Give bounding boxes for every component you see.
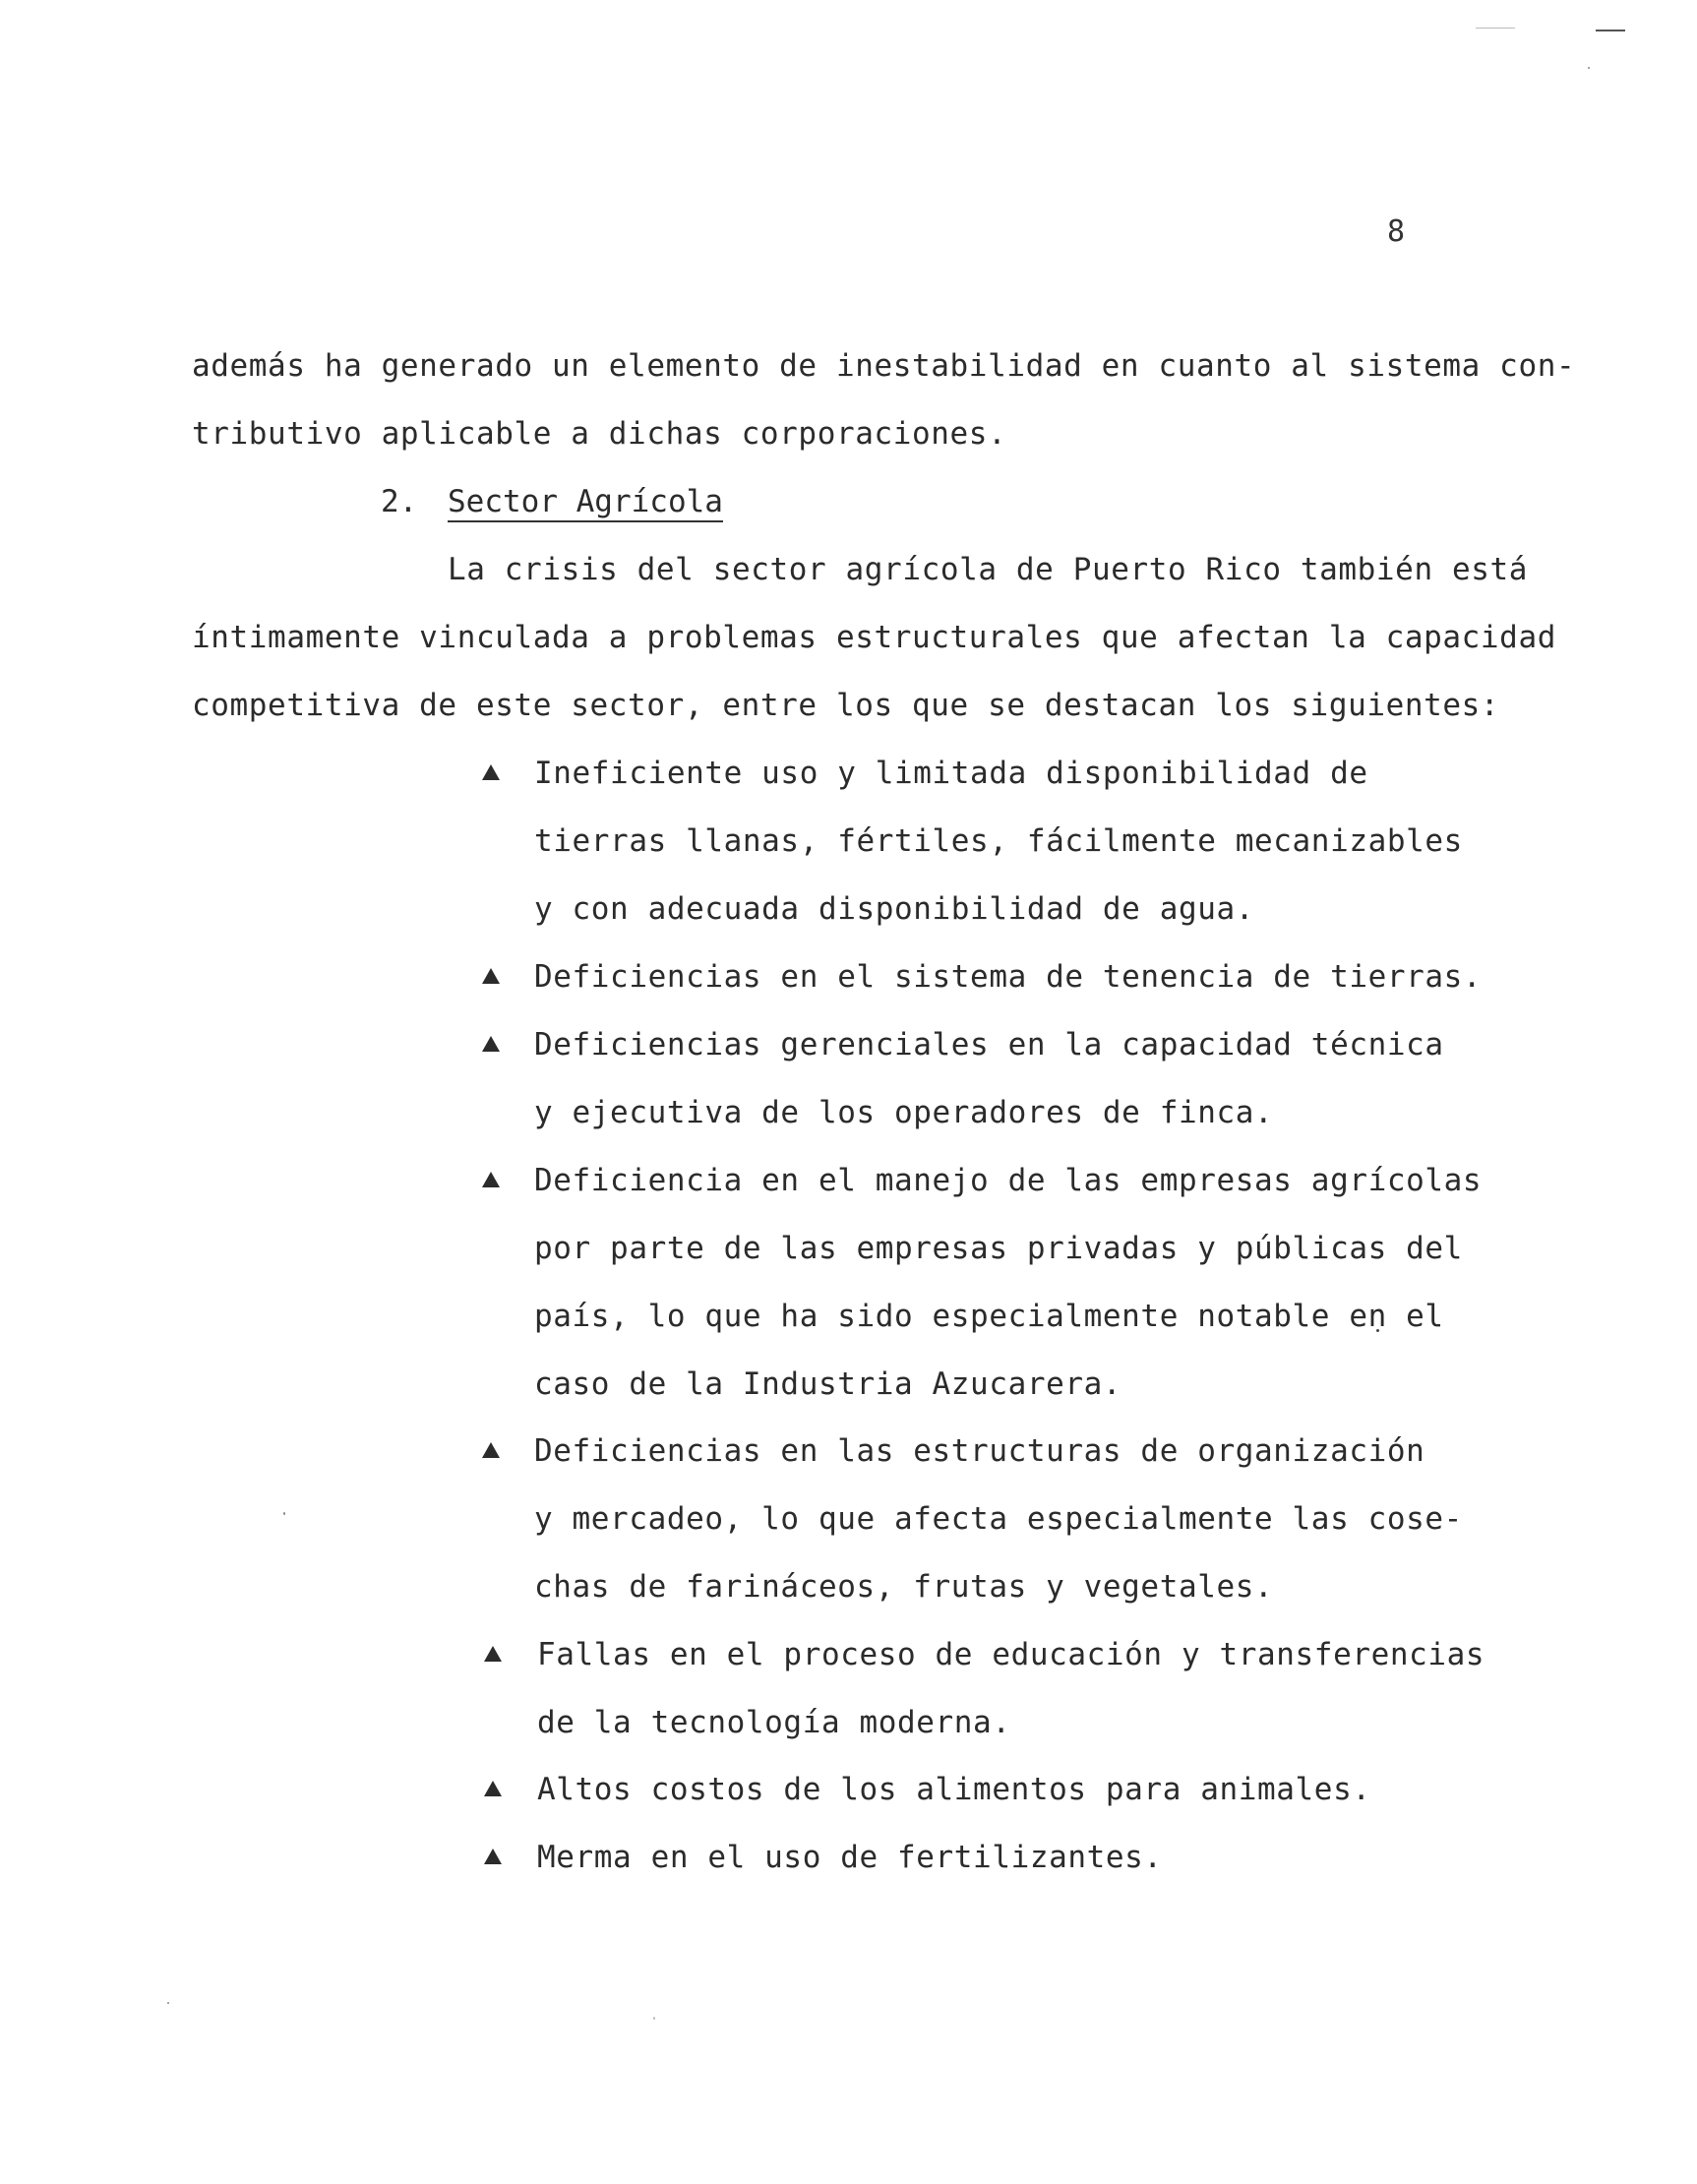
triangle-bullet-icon xyxy=(484,1781,502,1796)
list-item-line: Deficiencias gerenciales en la capacidad técnica xyxy=(534,1027,1444,1062)
triangle-bullet-icon xyxy=(482,968,500,984)
list-item-line: y ejecutiva de los operadores de finca. xyxy=(534,1095,1274,1130)
section-title: Sector Agrícola xyxy=(448,487,723,522)
list-item-line: país, lo que ha sido especialmente notable en el xyxy=(534,1299,1444,1334)
paragraph-line: competitiva de este sector, entre los que se destacan los siguientes: xyxy=(192,688,1500,723)
scan-speck xyxy=(653,2017,655,2020)
triangle-bullet-icon xyxy=(484,1646,502,1662)
triangle-bullet-icon xyxy=(482,764,500,780)
paragraph-line: además ha generado un elemento de inestabilidad en cuanto al sistema con- xyxy=(192,348,1576,384)
scan-speck xyxy=(1588,67,1590,69)
paragraph-line: La crisis del sector agrícola de Puerto Rico también está xyxy=(448,552,1529,587)
list-item-line: por parte de las empresas privadas y públicas del xyxy=(534,1231,1463,1266)
paragraph-line: tributivo aplicable a dichas corporaciones. xyxy=(192,416,1007,452)
list-item-line: y con adecuada disponibilidad de agua. xyxy=(534,891,1255,927)
list-item-line: chas de farináceos, frutas y vegetales. xyxy=(534,1569,1274,1605)
triangle-bullet-icon xyxy=(482,1036,500,1052)
scan-mark xyxy=(1596,30,1625,31)
scan-speck xyxy=(283,1512,285,1515)
list-item-line: Fallas en el proceso de educación y transferencias xyxy=(537,1637,1485,1672)
triangle-bullet-icon xyxy=(482,1442,500,1458)
triangle-bullet-icon xyxy=(484,1849,502,1864)
paragraph-line: íntimamente vinculada a problemas estructurales que afectan la capacidad xyxy=(192,620,1556,655)
list-item-line: Deficiencias en el sistema de tenencia de tierras. xyxy=(534,959,1483,995)
list-item-line: caso de la Industria Azucarera. xyxy=(534,1366,1122,1402)
scan-speck xyxy=(167,2002,169,2004)
list-item-line: Altos costos de los alimentos para animales. xyxy=(537,1772,1371,1807)
scan-mark xyxy=(1476,28,1515,29)
list-item-line: y mercadeo, lo que afecta especialmente las cose- xyxy=(534,1501,1463,1537)
list-item-line: Deficiencias en las estructuras de organización xyxy=(534,1433,1425,1469)
list-item-line: Ineficiente uso y limitada disponibilidad de xyxy=(534,756,1368,791)
triangle-bullet-icon xyxy=(482,1172,500,1187)
page-number: 8 xyxy=(1387,214,1407,249)
section-number: 2. xyxy=(381,484,418,519)
list-item-line: Merma en el uso de fertilizantes. xyxy=(537,1840,1163,1875)
list-item-line: Deficiencia en el manejo de las empresas agrícolas xyxy=(534,1163,1483,1198)
list-item-line: tierras llanas, fértiles, fácilmente mecanizables xyxy=(534,823,1463,859)
list-item-line: de la tecnología moderna. xyxy=(537,1705,1011,1740)
